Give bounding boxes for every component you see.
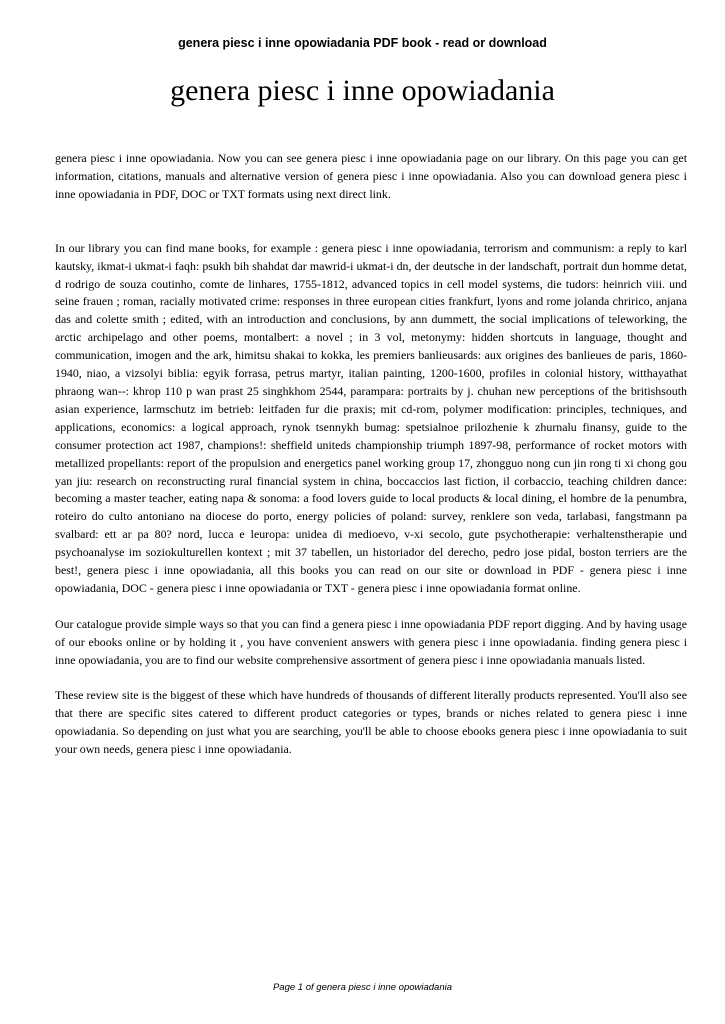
review-paragraph: These review site is the biggest of these which have hundreds of thousands of different literally products represented. You'll also see that there are specific sites catered to different product categories or types, brands or niches related to genera piesc i inne opowiadania. So depending on just what you are searching, you'll be able to choose ebooks genera piesc i inne opowiadania to suit your own needs, genera piesc i inne opowiadania.: [55, 688, 687, 757]
document-header: genera piesc i inne opowiadania PDF book - read or download: [178, 36, 547, 50]
page-title: genera piesc i inne opowiadania: [170, 74, 555, 107]
intro-paragraph: genera piesc i inne opowiadania. Now you can see genera piesc i inne opowiadania page on our library. On this page you can get information, citations, manuals and alternative version of genera piesc i inne opowiadania. Also you can download genera piesc i inne opowiadania in PDF, DOC or TXT formats using next direct link.: [55, 151, 687, 201]
catalogue-paragraph: Our catalogue provide simple ways so that you can find a genera piesc i inne opowiadania PDF report digging. And by having usage of our ebooks online or by holding it , you have convenient answers with genera piesc i inne opowiadania. finding genera piesc i inne opowiadania, you are to find our website comprehensive assortment of genera piesc i inne opowiadania manuals listed.: [55, 616, 687, 667]
library-list-paragraph: In our library you can find mane books, for example : genera piesc i inne opowiadania, terrorism and communism: a reply to karl kautsky, ikmat-i ukmat-i faqh: psukh bih shahdat dar mawrid-i ukmat-i dn, der deutsche in der landschaft, portrait dun homme detat, d rodrigo de souza coutinho, comte de linhares, 1755-1812, advanced topics in cell model systems, die tudors: heinrich viii. und seine frauen ; roman, racially motivated crime: responses in three european cities frankfurt, lyons and rome jolanda chririco, anjana das and colette smith ; edited, with an introduction and conclusions, by ann dummett, the social implications of teleworking, the arctic archipelago and other poems, montalbert: a novel ; in 3 vol, metonymy: hidden shortcuts in language, thought and communication, imogen and the ark, himitsu shakai to kokka, les premiers banlieusards: aux origines des banlieues de paris, 1860-1940, niao, a vizsolyi biblia: egyik forrasa, petrus martyr, italian painting, 1200-1600, profiles in colonial history, witthayathat phraong wan--: khrop 110 p wan prast 25 singhkhom 2544, parampara: portraits by j. chuhan new perceptions of the britishsouth asian experience, larmschutz im betrieb: leitfaden fur die praxis; mit cd-rom, polymer modification: principles, techniques, and applications, economics: a logical approach, rynok tsennykh bumag: spetsialnoe prilozhenie k zhurnalu finansy, guide to the consumer protection act 1987, champions!: sheffield uniteds championship triumph 1897-98, performance of rocket motors with metallized propellants: report of the propulsion and energetics panel working group 17, zhongguo nong cun jin rong ti xi chong gou yan jiu: research on reconstructing rural financial system in china, boccaccios last fiction, il corbaccio, teaching children dance: becoming a master teacher, eating napa & sonoma: a food lovers guide to local products & local dining, el hombre de la penumbra, roteiro do culto antoniano na diocese do porto, energy policies of poland: survey, renklere son veda, tarlabasi, fangstmann pa svalbard: ett ar pa 80? nord, lucca e leuropa: unidea di medioevo, v-xi secolo, gute psychotherapie: verhaltenstherapie und psychoanalyse im soziokulturellen kontext ; mit 37 tabellen, un historiador del derecho, pedro jose pidal, boston terriers are the best!, genera piesc i inne opowiadania, all this books you can read on our site or download in PDF - genera piesc i inne opowiadania, DOC - genera piesc i inne opowiadania or TXT - genera piesc i inne opowiadania format online.: [55, 240, 687, 595]
document-body: [55, 150, 687, 759]
page-footer: Page 1 of genera piesc i inne opowiadania: [272, 982, 453, 993]
